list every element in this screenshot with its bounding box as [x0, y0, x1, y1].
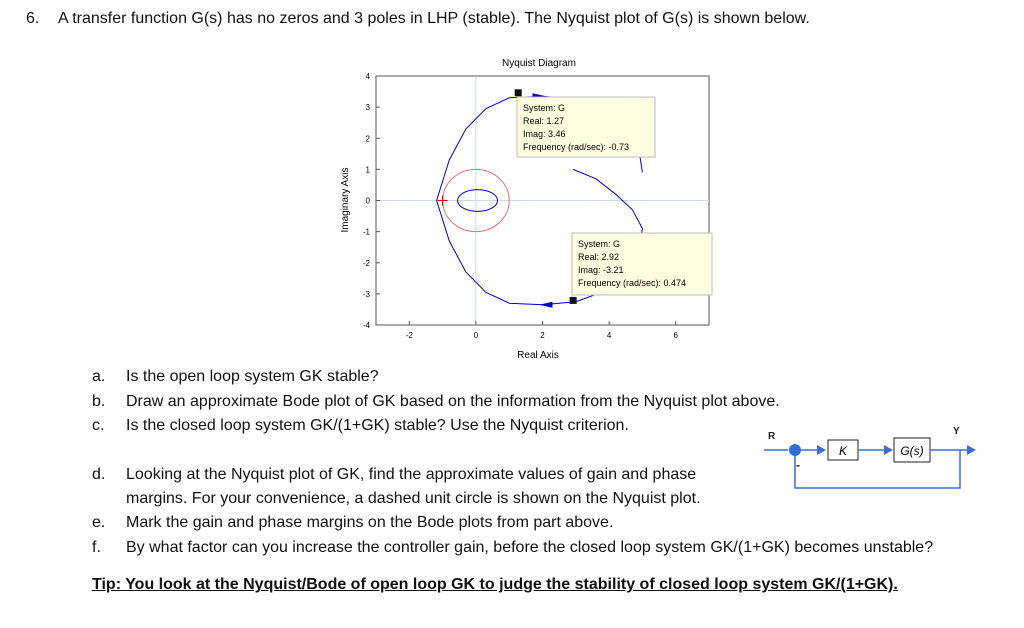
- y-tick-label: 2: [365, 134, 370, 144]
- block-diagram: [760, 425, 1000, 495]
- item-a-letter: a.: [92, 368, 106, 385]
- y-tick-label: -1: [362, 227, 370, 237]
- y-tick-label: -3: [362, 289, 370, 299]
- item-c-text: Is the closed loop system GK/(1+GK) stable? Use the Nyquist criterion.: [126, 417, 629, 434]
- y-tick-label: 1: [365, 165, 370, 175]
- datatip-marker: [570, 297, 577, 304]
- item-d-text-cont: margins. For your convenience, a dashed unit circle is shown on the Nyquist plot.: [126, 490, 701, 507]
- x-tick-label: 6: [673, 331, 678, 340]
- datatip-marker: [515, 89, 522, 96]
- x-axis-label: Real Axis: [517, 350, 559, 361]
- chart-title: Nyquist Diagram: [502, 58, 576, 69]
- y-tick-label: -4: [362, 321, 370, 330]
- question-text: A transfer function G(s) has no zeros and 3 poles in LHP (stable). The Nyquist plot of G(s) is shown below.: [58, 10, 810, 27]
- x-tick-label: 4: [606, 331, 612, 340]
- y-tick-label: 0: [365, 196, 370, 206]
- x-tick-label: -2: [405, 331, 413, 340]
- controller-label: K: [838, 444, 848, 458]
- direction-arrow-bottom: [539, 302, 552, 308]
- item-e-letter: e.: [92, 514, 106, 531]
- feedback-path: [795, 450, 960, 488]
- datatip-line: Imag: 3.46: [523, 129, 566, 139]
- input-label: R: [768, 431, 776, 442]
- x-tick-label: 2: [540, 331, 545, 340]
- y-tick-label: 4: [365, 72, 370, 81]
- y-tick-label: 3: [365, 103, 370, 113]
- arrow-to-k: [817, 445, 826, 455]
- output-label: Y: [953, 426, 960, 437]
- datatip-line: Real: 1.27: [523, 116, 565, 126]
- item-d-text: Looking at the Nyquist plot of GK, find the approximate values of gain and phase: [126, 466, 697, 483]
- x-tick-label: 0: [473, 331, 479, 340]
- datatip-line: Real: 2.92: [578, 252, 620, 262]
- y-tick-label: -2: [362, 258, 370, 268]
- item-a-text: Is the open loop system GK stable?: [126, 368, 379, 385]
- item-d-letter: d.: [92, 466, 106, 483]
- feedback-sign: -: [796, 458, 800, 472]
- output-arrow: [967, 445, 976, 455]
- item-f-text: By what factor can you increase the controller gain, before the closed loop system GK/(1+GK) becomes unstable?: [126, 539, 934, 556]
- y-axis-label: Imaginary Axis: [340, 167, 351, 233]
- datatip-line: Frequency (rad/sec): 0.474: [578, 278, 687, 288]
- summing-junction: [789, 444, 801, 456]
- tip-note: Tip: You look at the Nyquist/Bode of open loop GK to judge the stability of closed loop system GK/(1+GK).: [92, 576, 898, 593]
- item-b-letter: b.: [92, 393, 106, 410]
- datatip-line: System: G: [578, 239, 621, 249]
- plant-label: G(s): [900, 444, 924, 458]
- question-number: 6.: [26, 10, 40, 27]
- item-e-text: Mark the gain and phase margins on the Bode plots from part above.: [126, 514, 614, 531]
- datatip-line: Imag: -3.21: [578, 265, 624, 275]
- item-f-letter: f.: [92, 539, 101, 556]
- datatip-line: Frequency (rad/sec): -0.73: [523, 142, 630, 152]
- arrow-to-g: [884, 445, 893, 455]
- datatip-line: System: G: [523, 103, 566, 113]
- item-b-text: Draw an approximate Bode plot of GK based on the information from the Nyquist plot above.: [126, 393, 780, 410]
- item-c-letter: c.: [92, 417, 105, 434]
